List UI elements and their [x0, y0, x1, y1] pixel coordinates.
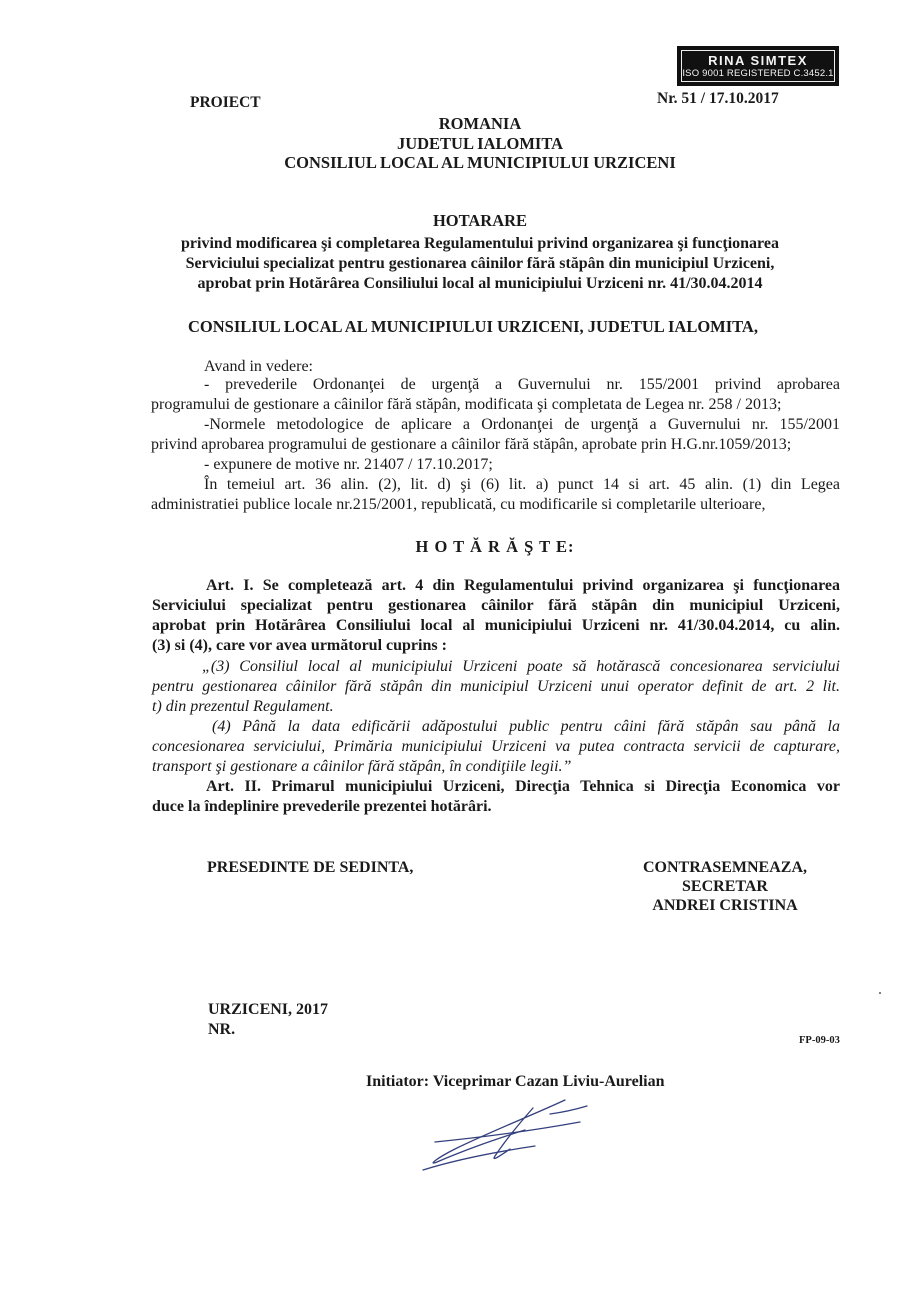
consideration-2-line-1: -Normele metodologice de aplicare a Ordonanţei de urgenţă a Guvernului nr. 155/2001 — [204, 416, 840, 433]
considerations-intro: Avand in vedere: — [204, 358, 313, 375]
art1-line-2: Serviciului specializat pentru gestionarea câinilor fără stăpân din municipiul Urziceni, — [152, 597, 840, 614]
project-label: PROIECT — [190, 94, 261, 111]
art1-line-4: (3) si (4), care vor avea următorul cuprins : — [152, 637, 447, 654]
president-label: PRESEDINTE DE SEDINTA, — [207, 859, 414, 876]
art1-quote3-line-1: „(3) Consiliul local al municipiului Urziceni poate să hotărască concesionarea serviciului — [202, 658, 840, 675]
signature-mark — [415, 1094, 605, 1174]
art1-line-1: Art. I. Se completează art. 4 din Regulamentului privind organizarea şi funcţionarea — [206, 577, 840, 594]
council-line: CONSILIUL LOCAL AL MUNICIPIULUI URZICENI — [284, 153, 676, 172]
resolves-heading: H O T Ă R Ă Ş T E: — [415, 537, 575, 556]
consideration-3-line-1: - expunere de motive nr. 21407 / 17.10.2017; — [204, 456, 493, 473]
initiator-line: Initiator: Viceprimar Cazan Liviu-Aurelian — [366, 1073, 665, 1090]
consideration-1-line-1: - prevederile Ordonanţei de urgenţă a Guvernului nr. 155/2001 privind aprobarea — [204, 376, 840, 393]
decision-subject-line-1: privind modificarea şi completarea Regulamentului privind organizarea şi funcţionarea — [181, 235, 779, 252]
art1-quote4-line-3: transport şi gestionare a câinilor fără stăpân, în condiţiile legii.” — [152, 758, 572, 775]
consideration-1-line-2: programului de gestionare a câinilor fără stăpân, modificata şi completata de Legea nr. 258 / 2013; — [151, 396, 782, 413]
decision-subject-line-2: Serviciului specializat pentru gestionarea câinilor fără stăpân din municipiul Urziceni, — [185, 255, 775, 272]
consideration-2-line-2: privind aprobarea programului de gestionare a câinilor fără stăpân, aprobate prin H.G.nr.1059/2013; — [151, 436, 792, 453]
stamp-registration: ISO 9001 REGISTERED C.3452.1 — [682, 67, 834, 79]
art1-quote4-line-1: (4) Până la data edificării adăpostului public pentru câini fără stăpân sau până la — [212, 718, 840, 735]
place-year: URZICENI, 2017 — [208, 1001, 329, 1018]
art2-line-2: duce la îndeplinire prevederile prezentei hotărâri. — [152, 798, 492, 815]
decision-title: HOTARARE — [432, 211, 528, 230]
document-number: Nr. 51 / 17.10.2017 — [657, 90, 779, 107]
art1-quote4-line-2: concesionarea serviciului, Primăria municipiului Urziceni va putea contracta servicii de capturare, — [152, 738, 840, 755]
stamp-brand: RINA SIMTEX — [708, 52, 808, 68]
decision-subject-line-3: aprobat prin Hotărârea Consiliului local al municipiului Urziceni nr. 41/30.04.2014 — [197, 275, 763, 292]
secretary-name: ANDREI CRISTINA — [652, 897, 798, 914]
consideration-4-line-2: administratiei publice locale nr.215/2001, republicată, cu modificarile si completarile ulterioare, — [151, 496, 766, 513]
stamp-inner — [681, 50, 835, 82]
art1-line-3: aprobat prin Hotărârea Consiliului local al municipiului Urziceni nr. 41/30.04.2014, cu alin. — [152, 617, 840, 634]
art1-quote3-line-2: pentru gestionarea câinilor fără stăpân din municipiul Urziceni unui operator definit de art. 2 lit. — [152, 678, 840, 695]
scan-speck — [879, 992, 881, 994]
consideration-4-line-1: În temeiul art. 36 alin. (2), lit. d) şi (6) lit. a) punct 14 si art. 45 alin. (1) din Legea — [204, 476, 840, 493]
secretary-label: SECRETAR — [682, 878, 768, 895]
art2-line-1: Art. II. Primarul municipiului Urziceni, Direcţia Tehnica si Direcţia Economica vor — [206, 778, 840, 795]
quality-stamp — [677, 46, 839, 86]
art1-quote3-line-3: t) din prezentul Regulament. — [152, 698, 334, 715]
form-code: FP-09-03 — [799, 1035, 840, 1046]
county-line: JUDETUL IALOMITA — [396, 134, 564, 153]
issuer-line: CONSILIUL LOCAL AL MUNICIPIULUI URZICENI, JUDETUL IALOMITA, — [188, 317, 758, 336]
country-line: ROMANIA — [438, 114, 522, 133]
countersign-label: CONTRASEMNEAZA, — [642, 859, 807, 876]
nr-label: NR. — [208, 1021, 236, 1038]
